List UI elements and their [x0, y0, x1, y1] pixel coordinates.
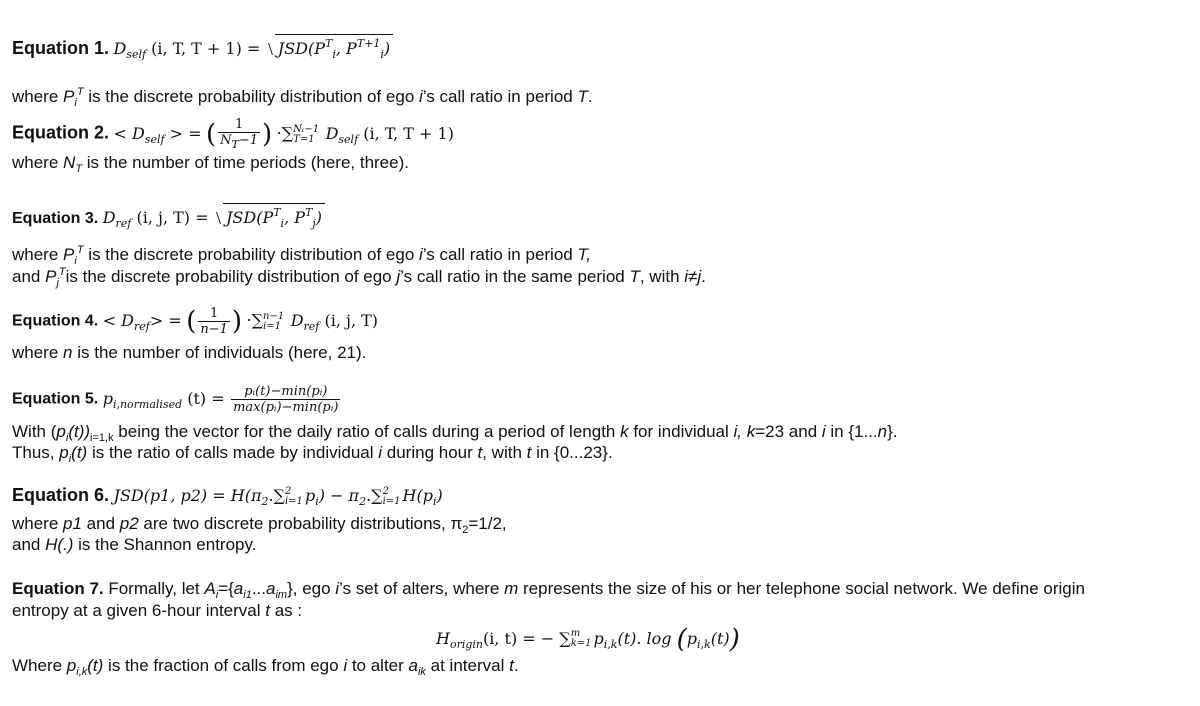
equation-1-where: where $P_i^T$ is the discrete probability distribution of ego i’s call ratio in period T. [12, 86, 593, 109]
equation-5-thus-line: Thus, $p_i(t)$ is the ratio of calls made by individual i during hour t, with t in {0...23}. [12, 443, 613, 465]
equation-7-label: Equation 7. [12, 579, 104, 598]
equation-3-sqrt: $JSD(P^T_i$, $P^T_j$) [213, 203, 325, 230]
equation-7-where: Where $p_{i,k}(t)$ is the fraction of calls from ego i to alter $a_{ik}$ at interval t. [12, 656, 519, 678]
equation-1-lhs: $D_{self}$ (i, T, T + 1) = [113, 39, 261, 61]
equation-6-formula: Equation 6. JSD(p1, $p2) = H(\pi_2.\sum$ 2 i=1 $p_i) - \pi_2.\sum$ 2 i=1 $H(p_i)$ [12, 485, 443, 508]
equation-6-where-line-2: and H(.) is the Shannon entropy. [12, 535, 257, 554]
equation-4-formula: Equation 4. < $D_{ref}>$ = ( $\frac{1}{n-1}$ ) ·∑ n−1 i=1 $D_{ref}$ (i, j, T) [12, 306, 379, 337]
equation-6-where-line-1: where p1 and p2 are two discrete probability distributions, $\pi_2=1/2$, [12, 514, 507, 536]
equation-1-formula [12, 34, 393, 61]
equation-5-with-line: With $(p_i(t))_{i=1,k}$ being the vector for the daily ratio of calls during a period of length k for individual i, k=23 and i in {1...n}. [12, 422, 898, 444]
equation-6-label: Equation 6. [12, 485, 110, 505]
equation-5-fraction: $\frac{\text{pᵢ(t)−min(pᵢ)}}{\text{max(pᵢ)−min(pᵢ)}}$ [233, 384, 339, 415]
equation-4-fraction: $\frac{1}{n-1}$ [200, 306, 228, 337]
equation-1-label: Equation 1. [12, 38, 110, 58]
equation-7-line-2: entropy at a given 6-hour interval t as : [12, 601, 303, 620]
equation-4-label: Equation 4. [12, 312, 99, 330]
equation-2-where: where $N_T$ is the number of time periods (here, three). [12, 153, 409, 175]
equation-7-line-1: Equation 7. Formally, let $A_i=\{a_{i1}...a_{im}\}$, ego i’s set of alters, where m represents the size of his or her telephone social network. We define origin [12, 579, 1085, 601]
equation-5-label: Equation 5. [12, 390, 99, 408]
equation-3-label: Equation 3. [12, 210, 99, 227]
equation-2-label: Equation 2. [12, 122, 110, 143]
equation-5-formula: Equation 5. $p_{i,normalised}$ (t) = $\frac{\text{pᵢ(t)−min(pᵢ)}}{\text{max(pᵢ)−min(pᵢ)}}$ [12, 384, 339, 415]
equation-3-formula: Equation 3. $D_{ref}$ (i, j, $T) = JSD(P^T_i$, $P^T_j$) [12, 203, 325, 230]
equation-7-formula: $H_{origin}(i$, t) = − ∑ m k=1 $p_{i,k}(t)$. $\log (p_{i,k}(t))$ [436, 624, 740, 654]
equation-1-sqrt: $JSD(P^T_i$, $P^{T+1}_i$) [265, 34, 393, 61]
equation-3-where-line-1: where $P_i^T$ is the discrete probability distribution of ego i’s call ratio in period T, [12, 244, 592, 267]
equation-2-formula: Equation 2. < $D_{self}$ > = ( $\frac{1}{N_T-1}$ ) ·∑ Nₜ−1 T=1 $D_{self}$ (i, T, T + 1) [12, 117, 454, 151]
equation-4-where: where n is the number of individuals (here, 21). [12, 343, 367, 362]
equation-3-where-line-2: and $P_j^Tis$ the discrete probability distribution of ego j’s call ratio in the same period T, with i≠j. [12, 266, 706, 289]
equation-2-fraction: $\frac{1}{N_T-1}$ [220, 117, 259, 151]
